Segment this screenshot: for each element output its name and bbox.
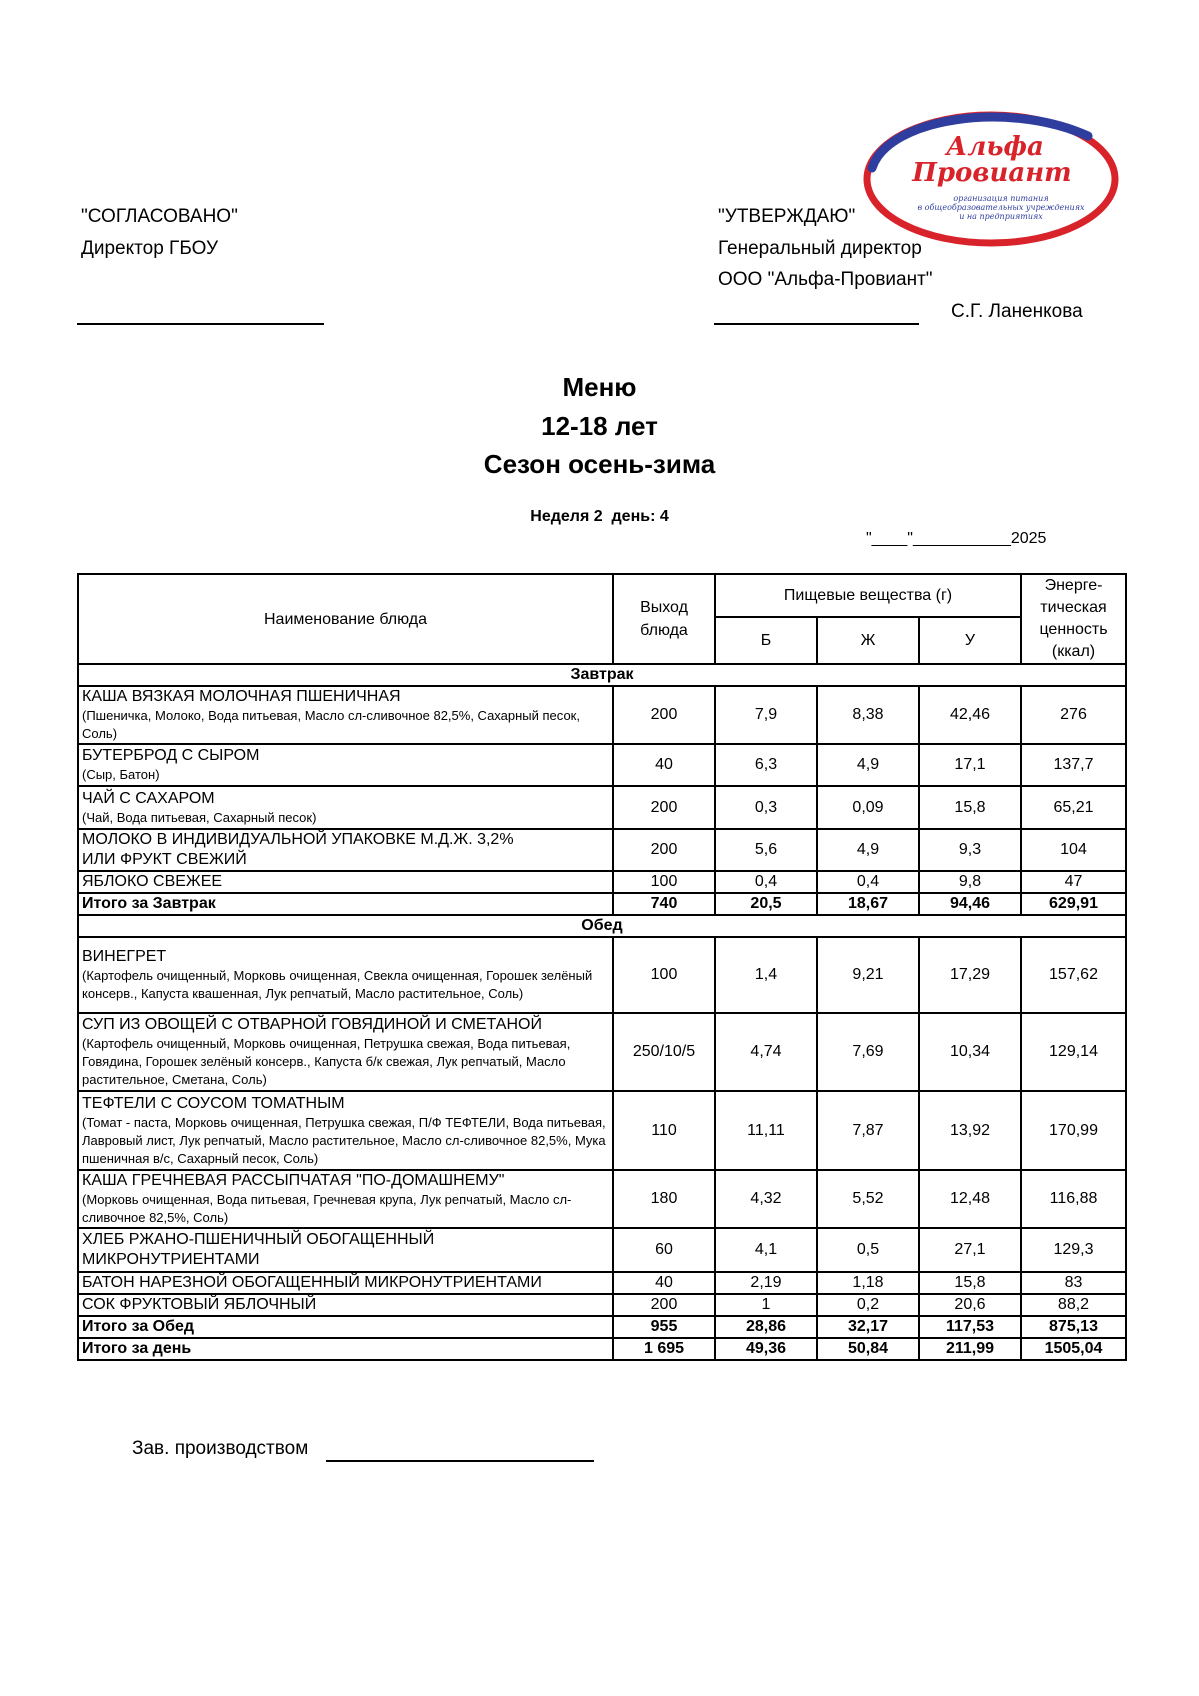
kcal-cell: 88,2 <box>1021 1294 1126 1316</box>
protein-cell: 7,9 <box>715 686 817 744</box>
table-row <box>78 937 1126 1013</box>
total-output: 740 <box>613 893 715 915</box>
kcal-cell: 276 <box>1021 686 1126 744</box>
logo-tagline-line3: и на предприятиях <box>959 212 1043 221</box>
dish-name: ТЕФТЕЛИ С СОУСОМ ТОМАТНЫМ <box>82 1094 345 1112</box>
output-cell: 100 <box>613 937 715 1013</box>
protein-cell: 4,1 <box>715 1228 817 1272</box>
approval-right-label: "УТВЕРЖДАЮ" <box>718 206 856 227</box>
logo-brand-line2: Провиант <box>912 158 1072 188</box>
fat-cell: 0,2 <box>817 1294 919 1316</box>
fat-cell: 0,4 <box>817 871 919 893</box>
output-cell: 200 <box>613 686 715 744</box>
table-row <box>78 1294 1126 1316</box>
dish-cell <box>78 1013 613 1091</box>
fat-cell: 7,87 <box>817 1091 919 1170</box>
kcal-cell: 116,88 <box>1021 1170 1126 1228</box>
dish-name: СОК ФРУКТОВЫЙ ЯБЛОЧНЫЙ <box>78 1294 613 1316</box>
dish-cell <box>78 937 613 1013</box>
title-line2: 12-18 лет <box>541 411 658 441</box>
carbs-cell: 17,29 <box>919 937 1021 1013</box>
protein-cell: 4,32 <box>715 1170 817 1228</box>
kcal-cell: 65,21 <box>1021 786 1126 829</box>
protein-cell: 1 <box>715 1294 817 1316</box>
section-breakfast: Завтрак <box>78 664 1126 686</box>
table-row <box>78 1091 1126 1170</box>
dish-name: ЧАЙ С САХАРОМ <box>82 789 215 807</box>
menu-table <box>77 573 1127 1361</box>
output-cell: 250/10/5 <box>613 1013 715 1091</box>
approval-right-signatory: С.Г. Ланенкова <box>951 301 1083 322</box>
dish-name: БАТОН НАРЕЗНОЙ ОБОГАЩЕННЫЙ МИКРОНУТРИЕНТАМИ <box>78 1272 613 1294</box>
logo-brand-line1: Альфа <box>946 132 1044 162</box>
section-lunch: Обед <box>78 915 1126 937</box>
total-label: Итого за Завтрак <box>78 893 613 915</box>
table-row <box>78 686 1126 744</box>
protein-cell: 1,4 <box>715 937 817 1013</box>
table-row <box>78 786 1126 829</box>
total-protein: 28,86 <box>715 1316 817 1338</box>
kcal-cell: 129,14 <box>1021 1013 1126 1091</box>
fat-cell: 9,21 <box>817 937 919 1013</box>
protein-cell: 11,11 <box>715 1091 817 1170</box>
output-cell: 180 <box>613 1170 715 1228</box>
output-cell: 40 <box>613 744 715 786</box>
dish-ingredients: (Пшеничка, Молоко, Вода питьевая, Масло сл-сливочное 82,5%, Сахарный песок, Соль) <box>82 708 580 741</box>
output-cell: 100 <box>613 871 715 893</box>
total-label: Итого за Обед <box>78 1316 613 1338</box>
table-row <box>78 1228 1126 1272</box>
approval-left-position: Директор ГБОУ <box>81 238 219 259</box>
dish-cell <box>78 786 613 829</box>
signature-line-left <box>77 323 324 325</box>
total-protein: 20,5 <box>715 893 817 915</box>
logo-tagline-line1: организация питания <box>953 194 1049 203</box>
dish-name: ЯБЛОКО СВЕЖЕЕ <box>78 871 613 893</box>
total-carbs: 117,53 <box>919 1316 1021 1338</box>
kcal-cell: 137,7 <box>1021 744 1126 786</box>
header-output: Выход блюда <box>613 574 715 664</box>
kcal-cell: 170,99 <box>1021 1091 1126 1170</box>
fat-cell: 0,09 <box>817 786 919 829</box>
fat-cell: 5,52 <box>817 1170 919 1228</box>
week-day: Неделя 2 день: 4 <box>530 508 669 525</box>
output-cell: 40 <box>613 1272 715 1294</box>
logo-tagline-line2: в общеобразовательных учреждениях <box>917 203 1085 212</box>
fat-cell: 8,38 <box>817 686 919 744</box>
output-cell: 200 <box>613 786 715 829</box>
output-cell: 60 <box>613 1228 715 1272</box>
carbs-cell: 13,92 <box>919 1091 1021 1170</box>
total-protein: 49,36 <box>715 1338 817 1360</box>
dish-name: МОЛОКО В ИНДИВИДУАЛЬНОЙ УПАКОВКЕ М.Д.Ж. 3,2% <box>82 831 514 848</box>
dish-cell <box>78 1091 613 1170</box>
carbs-cell: 27,1 <box>919 1228 1021 1272</box>
breakfast-total-row <box>78 893 1126 915</box>
protein-cell: 4,74 <box>715 1013 817 1091</box>
dish-ingredients: (Морковь очищенная, Вода питьевая, Гречневая крупа, Лук репчатый, Масло сл-сливочное 82,5%, Соль) <box>82 1192 572 1225</box>
signature-line-footer <box>326 1460 594 1462</box>
carbs-cell: 42,46 <box>919 686 1021 744</box>
lunch-total-row <box>78 1316 1126 1338</box>
dish-cell <box>78 1170 613 1228</box>
protein-cell: 0,4 <box>715 871 817 893</box>
kcal-cell: 47 <box>1021 871 1126 893</box>
fat-cell: 4,9 <box>817 744 919 786</box>
dish-ingredients: (Картофель очищенный, Морковь очищенная, Свекла очищенная, Горошек зелёный консерв., Капуста квашенная, Лук репчатый, Масло растительное, Соль) <box>82 968 593 1001</box>
total-output: 1 695 <box>613 1338 715 1360</box>
dish-cell <box>78 1228 613 1272</box>
dish-name-cont: МИКРОНУТРИЕНТАМИ <box>82 1251 260 1268</box>
dish-name: КАША ВЯЗКАЯ МОЛОЧНАЯ ПШЕНИЧНАЯ <box>82 688 401 705</box>
total-carbs: 211,99 <box>919 1338 1021 1360</box>
approval-right-position: Генеральный директор <box>718 238 922 259</box>
carbs-cell: 9,8 <box>919 871 1021 893</box>
dish-name: КАША ГРЕЧНЕВАЯ РАССЫПЧАТАЯ "ПО-ДОМАШНЕМУ" <box>82 1172 505 1189</box>
output-cell: 200 <box>613 1294 715 1316</box>
header-dish-name: Наименование блюда <box>78 574 613 664</box>
header-fat: Ж <box>817 617 919 664</box>
total-fat: 18,67 <box>817 893 919 915</box>
total-kcal: 1505,04 <box>1021 1338 1126 1360</box>
carbs-cell: 15,8 <box>919 786 1021 829</box>
table-row <box>78 1013 1126 1091</box>
table-row <box>78 744 1126 786</box>
kcal-cell: 129,3 <box>1021 1228 1126 1272</box>
dish-name: ВИНЕГРЕТ <box>82 948 167 965</box>
dish-ingredients: (Картофель очищенный, Морковь очищенная, Петрушка свежая, Вода питьевая, Говядина, Горошек зелёный консерв., Капуста б/к свежая, Лук репчатый, Масло растительное, Сметана, Соль) <box>82 1036 571 1087</box>
table-row <box>78 1272 1126 1294</box>
table-row <box>78 1170 1126 1228</box>
table-row <box>78 829 1126 871</box>
dish-ingredients: (Чай, Вода питьевая, Сахарный песок) <box>82 809 317 825</box>
header-nutrients: Пищевые вещества (г) <box>715 574 1021 617</box>
kcal-cell: 104 <box>1021 829 1126 871</box>
dish-cell <box>78 829 613 871</box>
carbs-cell: 17,1 <box>919 744 1021 786</box>
header-carbs: У <box>919 617 1021 664</box>
total-output: 955 <box>613 1316 715 1338</box>
title-line1: Меню <box>562 372 637 402</box>
day-total-row <box>78 1338 1126 1360</box>
header-protein: Б <box>715 617 817 664</box>
carbs-cell: 10,34 <box>919 1013 1021 1091</box>
title-line3: Сезон осень-зима <box>483 449 716 479</box>
total-fat: 32,17 <box>817 1316 919 1338</box>
protein-cell: 6,3 <box>715 744 817 786</box>
fat-cell: 7,69 <box>817 1013 919 1091</box>
footer-label: Зав. производством <box>132 1438 309 1459</box>
table-row <box>78 871 1126 893</box>
dish-name: СУП ИЗ ОВОЩЕЙ С ОТВАРНОЙ ГОВЯДИНОЙ И СМЕТАНОЙ <box>82 1016 542 1033</box>
carbs-cell: 9,3 <box>919 829 1021 871</box>
dish-name-alt: ИЛИ ФРУКТ СВЕЖИЙ <box>82 851 247 868</box>
total-kcal: 629,91 <box>1021 893 1126 915</box>
total-fat: 50,84 <box>817 1338 919 1360</box>
fat-cell: 1,18 <box>817 1272 919 1294</box>
protein-cell: 2,19 <box>715 1272 817 1294</box>
kcal-cell: 157,62 <box>1021 937 1126 1013</box>
dish-name: ХЛЕБ РЖАНО-ПШЕНИЧНЫЙ ОБОГАЩЕННЫЙ <box>82 1231 435 1248</box>
fat-cell: 0,5 <box>817 1228 919 1272</box>
total-carbs: 94,46 <box>919 893 1021 915</box>
header-energy: Энерге-тическая ценность (ккал) <box>1021 574 1126 664</box>
protein-cell: 5,6 <box>715 829 817 871</box>
company-logo <box>858 108 1124 250</box>
approval-right-organization: ООО "Альфа-Провиант" <box>718 269 933 290</box>
carbs-cell: 20,6 <box>919 1294 1021 1316</box>
protein-cell: 0,3 <box>715 786 817 829</box>
total-label: Итого за день <box>78 1338 613 1360</box>
dish-name: БУТЕРБРОД С СЫРОМ <box>82 747 260 764</box>
dish-cell <box>78 686 613 744</box>
approval-left-label: "СОГЛАСОВАНО" <box>81 206 238 227</box>
logo-tagline <box>906 194 1096 221</box>
output-cell: 200 <box>613 829 715 871</box>
signature-line-right <box>714 323 919 325</box>
kcal-cell: 83 <box>1021 1272 1126 1294</box>
fat-cell: 4,9 <box>817 829 919 871</box>
output-cell: 110 <box>613 1091 715 1170</box>
total-kcal: 875,13 <box>1021 1316 1126 1338</box>
carbs-cell: 12,48 <box>919 1170 1021 1228</box>
carbs-cell: 15,8 <box>919 1272 1021 1294</box>
dish-ingredients: (Сыр, Батон) <box>82 767 160 782</box>
date-line: "____"___________2025 <box>866 530 1047 547</box>
dish-cell <box>78 744 613 786</box>
dish-ingredients: (Томат - паста, Морковь очищенная, Петрушка свежая, П/Ф ТЕФТЕЛИ, Вода питьевая, Лавровый лист, Лук репчатый, Масло растительное, Масло сл-сливочное 82,5%, Мука пшеничная в/с, Сахарный песок, Соль) <box>82 1114 606 1166</box>
